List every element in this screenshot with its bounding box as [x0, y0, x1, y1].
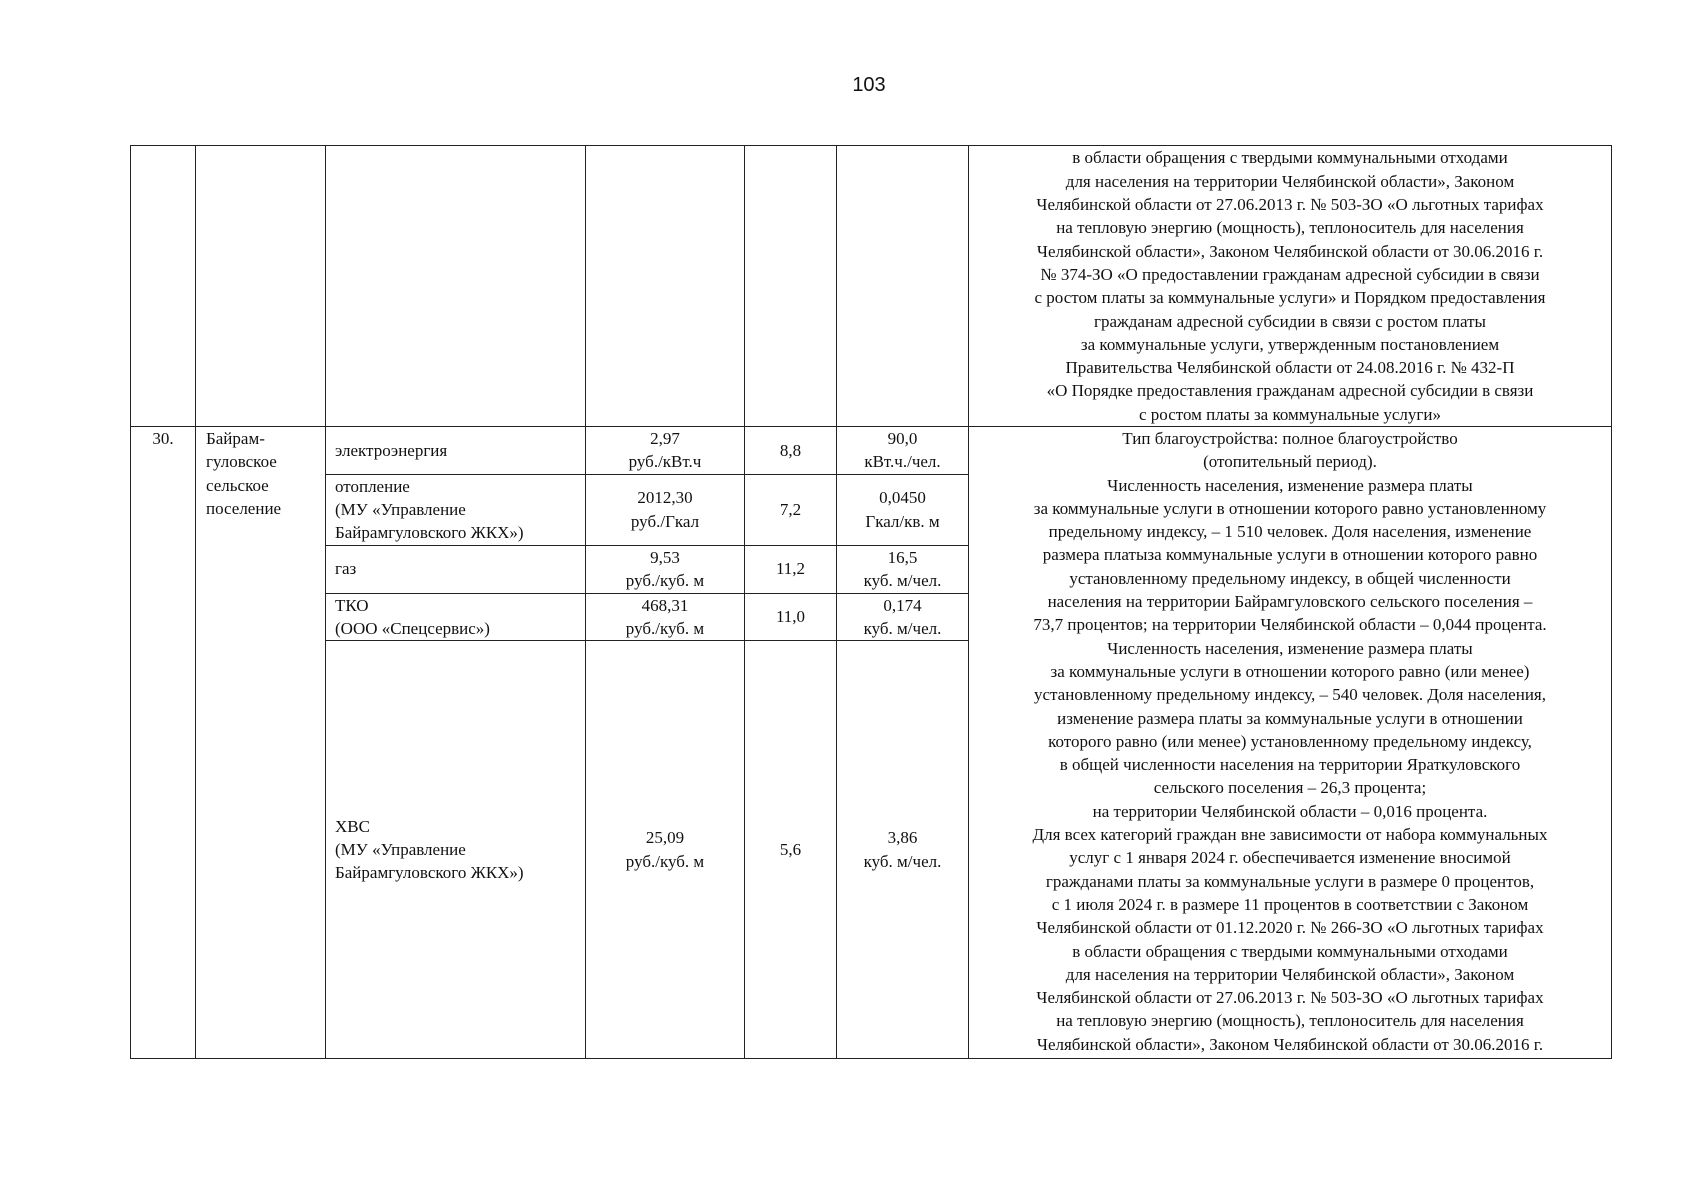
continuation-description: в области обращения с твердыми коммунальными отходами для населения на территории Челябинской области», Законом Челябинской области от 27.06.2013 г. № 503-ЗО «О льготных тарифах на тепловую энергию (мощность), теплоноситель для населения Челябинской области», Законом Челябинской области от 30.06.2016 г. № 374-ЗО «О предоставлении гражданам адресной субсидии в связи с ростом платы за коммунальные услуги» и Порядком предоставления гражданам адресной субсидии в связи с ростом платы за коммунальные услуги, утвержденным постановлением Правительства Челябинской области от 24.08.2016 г. № 432-П «О Порядке предоставления гражданам адресной субсидии в связи с ростом платы за коммунальные услуги» [969, 146, 1612, 427]
continuation-row [131, 146, 1612, 427]
index-cell: 5,6 [745, 641, 837, 1059]
volume-cell: 0,174 куб. м/чел. [837, 593, 969, 641]
table-row [131, 427, 1612, 475]
empty-cell [586, 146, 745, 427]
empty-cell [837, 146, 969, 427]
empty-cell [196, 146, 326, 427]
service-name: отопление (МУ «Управление Байрамгуловского ЖКХ») [326, 474, 586, 545]
tariff-cell: 9,53 руб./куб. м [586, 545, 745, 593]
empty-cell [745, 146, 837, 427]
service-name: электроэнергия [326, 427, 586, 475]
tariff-cell: 2012,30 руб./Гкал [586, 474, 745, 545]
index-cell: 11,2 [745, 545, 837, 593]
volume-cell: 3,86 куб. м/чел. [837, 641, 969, 1059]
service-name: газ [326, 545, 586, 593]
tariff-cell: 2,97 руб./кВт.ч [586, 427, 745, 475]
index-cell: 7,2 [745, 474, 837, 545]
empty-cell [131, 146, 196, 427]
row-number: 30. [131, 427, 196, 1059]
volume-cell: 16,5 куб. м/чел. [837, 545, 969, 593]
index-cell: 8,8 [745, 427, 837, 475]
volume-cell: 0,0450 Гкал/кв. м [837, 474, 969, 545]
tariff-table [130, 145, 1612, 1059]
tariff-cell: 468,31 руб./куб. м [586, 593, 745, 641]
settlement-name: Байрам- гуловское сельское поселение [196, 427, 326, 1059]
row-description: Тип благоустройства: полное благоустройство (отопительный период). Численность населения, изменение размера платы за коммунальные услуги в отношении которого равно установленному предельному индексу, – 1 510 человек. Доля населения, изменение размера платыза коммунальные услуги в отношении которого равно установленному предельному индексу, в общей численности населения на территории Байрамгуловского сельского поселения – 73,7 процентов; на территории Челябинской области – 0,044 процента. Численность населения, изменение размера платы за коммунальные услуги в отношении которого равно (или менее) установленному предельному индексу, – 540 человек. Доля населения, изменение размера платы за коммунальные услуги в отношении которого равно (или менее) установленному предельному индексу, в общей численности населения на территории Яраткуловского сельского поселения – 26,3 процента; на территории Челябинской области – 0,016 процента. Для всех категорий граждан вне зависимости от набора коммунальных услуг с 1 января 2024 г. обеспечивается изменение вносимой гражданами платы за коммунальные услуги в размере 0 процентов, с 1 июля 2024 г. в размере 11 процентов в соответствии с Законом Челябинской области от 01.12.2020 г. № 266-ЗО «О льготных тарифах в области обращения с твердыми коммунальными отходами для населения на территории Челябинской области», Законом Челябинской области от 27.06.2013 г. № 503-ЗО «О льготных тарифах на тепловую энергию (мощность), теплоноситель для населения Челябинской области», Законом Челябинской области от 30.06.2016 г. [969, 427, 1612, 1059]
service-name: ХВС (МУ «Управление Байрамгуловского ЖКХ») [326, 641, 586, 1059]
tariff-cell: 25,09 руб./куб. м [586, 641, 745, 1059]
empty-cell [326, 146, 586, 427]
service-name: ТКО (ООО «Спецсервис») [326, 593, 586, 641]
index-cell: 11,0 [745, 593, 837, 641]
page-number: 103 [852, 74, 886, 96]
volume-cell: 90,0 кВт.ч./чел. [837, 427, 969, 475]
